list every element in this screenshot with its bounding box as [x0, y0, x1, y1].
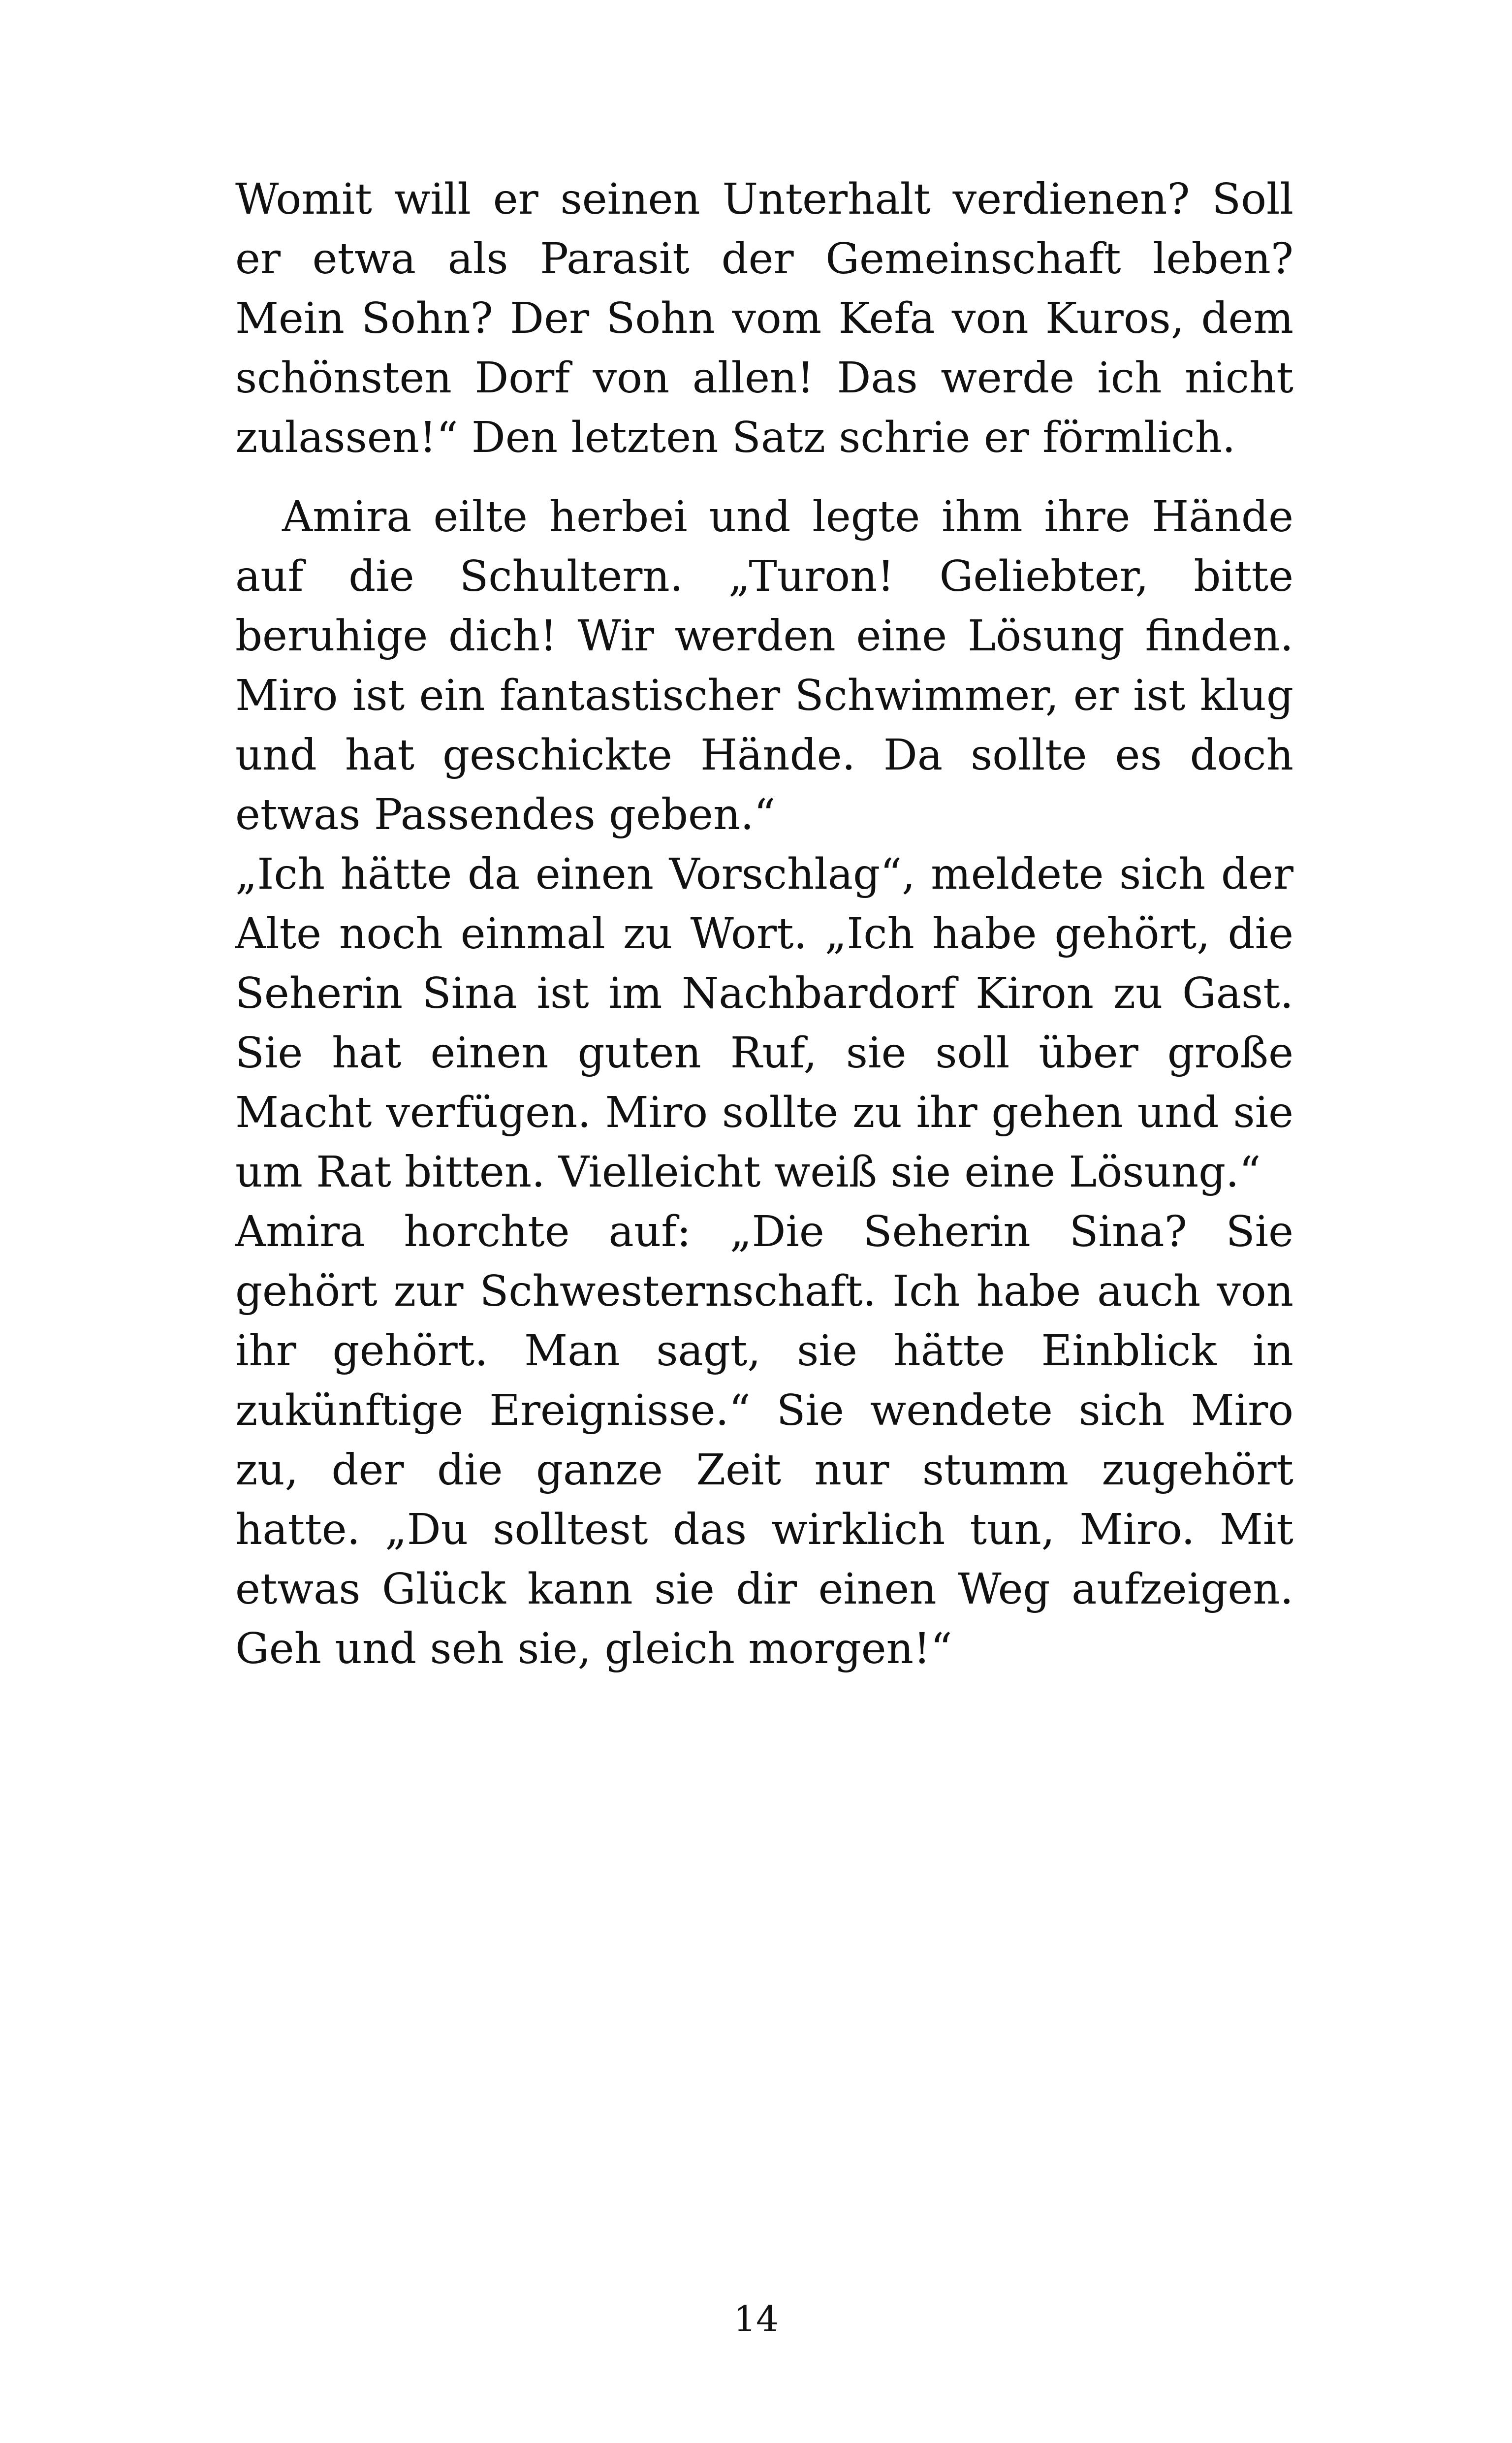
page-number: 14: [733, 2298, 779, 2340]
paragraph-3: „Ich hätte da einen Vorschlag“, meldete sich der Alte noch einmal zu Wort. „Ich habe gehört, die Seherin Sina ist im Nachbardorf Kiron zu Gast. Sie hat einen guten Ruf, sie soll über große Macht verfügen. Miro sollte zu ihr gehen und sie um Rat bitten. Vielleicht weiß sie eine Lösung.“: [235, 850, 1293, 1197]
paragraph-1: Womit will er seinen Unterhalt verdienen? Soll er etwa als Parasit der Gemeinschaft leben? Mein Sohn? Der Sohn vom Kefa von Kuros, dem schönsten Dorf von allen! Das werde ich nicht zulassen!“ Den letzten Satz schrie er förmlich.: [235, 175, 1293, 462]
paragraph-4: Amira horchte auf: „Die Seherin Sina? Sie gehört zur Schwesternschaft. Ich habe auch von ihr gehört. Man sagt, sie hätte Einblick in zukünftige Ereignisse.“ Sie wendete sich Miro zu, der die ganze Zeit nur stumm zugehört hatte. „Du solltest das wirklich tun, Miro. Mit etwas Glück kann sie dir einen Weg aufzeigen. Geh und seh sie, gleich morgen!“: [235, 1207, 1293, 1673]
paragraph-2: Amira eilte herbei und legte ihm ihre Hände auf die Schultern. „Turon! Geliebter, bitte beruhige dich! Wir werden eine Lösung finden. Miro ist ein fantastischer Schwimmer, er ist klug und hat geschickte Hände. Da sollte es doch etwas Passendes geben.“: [235, 492, 1293, 839]
body-text: [235, 170, 1293, 1679]
